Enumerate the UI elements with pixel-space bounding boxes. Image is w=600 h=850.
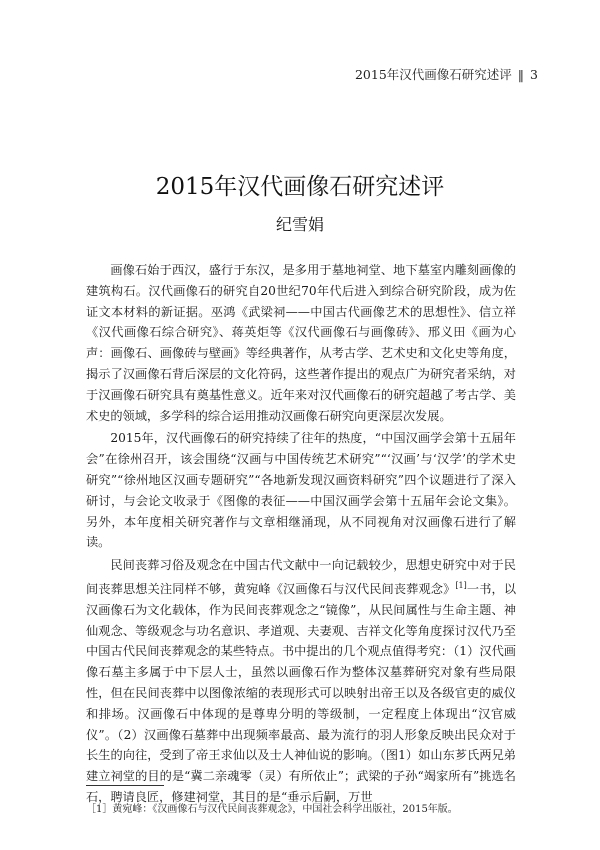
paragraph-2015-overview: 2015年，汉代画像石的研究持续了往年的热度，“中国汉画学会第十五届年会”在徐州召开，该会围绕“汉画与中国传统艺术研究”“‘汉画’与‘汉学’的学术史研究”“徐州地区汉画专题研究”“各地新发现汉画资料研究”四个议题进行了深入研讨，与会论文收录于《图像的表征——中国汉画学会第十五届年会论文集》。另外，本年度相关研究著作与文章相继涌现，从不同视角对汉画像石进行了解读。 xyxy=(86,431,516,550)
article-body xyxy=(86,260,516,810)
running-head-separator: ‖ xyxy=(517,67,525,82)
article-title: 2015年汉代画像石研究述评 xyxy=(155,174,445,200)
footnote: ［1］黄宛峰：《汉画像石与汉代民间丧葬观念》，中国社会科学出版社，2015年版。 xyxy=(86,804,458,815)
footnote-divider xyxy=(86,785,164,786)
paragraph-funeral-text-a: 民间丧葬习俗及观念在中国古代文献中一向记载较少，思想史研究中对于民间丧葬思想关注同样不够，黄宛峰《汉画像石与汉代民间丧葬观念》 xyxy=(86,558,516,597)
paragraph-funeral-text-b: 一书，以汉画像石为文化载体，作为民间丧葬观念之“镜像”，从民间属性与生命主题、神仙观念、等级观念与功名意识、孝道观、夫妻观、吉祥文化等角度探讨汉代乃至中国古代民间丧葬观念的某些特点。书中提出的几个观点值得考究：（1）汉代画像石墓主多属于中下层人士，虽然以画像石作为整体汉墓葬研究对象有些局限性，但在民间丧葬中以图像浓缩的表现形式可以映射出帝王以及各级官吏的威仪和排场。汉画像石中体现的是尊卑分明的等级制，一定程度上体现出“汉官威仪”。（2）汉画像石墓葬中出现频率最高、最为流行的羽人形象反映出民众对于长生的向往，受到了帝王求仙以及士人神仙说的影响。（图1）如山东芗氏两兄弟建立祠堂的目的是“冀二亲魂零（灵）有所依止”；武梁的子孙“竭家所有”挑选名石，聘请良匠，修建祠堂，其目的是“垂示后嗣，万世 xyxy=(86,582,517,804)
footnote-reference[interactable]: [1] xyxy=(455,580,467,590)
running-head-title: 2015年汉代画像石研究述评 xyxy=(354,67,512,82)
paragraph-funeral-concepts xyxy=(86,555,516,808)
running-head xyxy=(355,65,538,83)
page-number: 3 xyxy=(530,67,538,82)
paragraph-intro: 画像石始于西汉，盛行于东汉，是多用于墓地祠堂、地下墓室内雕刻画像的建筑构石。汉代画像石的研究自20世纪70年代后进入到综合研究阶段，成为佐证文本材料的新证据。巫鸿《武梁祠——中国古代画像艺术的思想性》、信立祥《汉代画像石综合研究》、蒋英炬等《汉代画像石与画像砖》、邢义田《画为心声：画像石、画像砖与壁画》等经典著作，从考古学、艺术史和文化史等角度，揭示了汉画像石背后深层的文化符码，这些著作提出的观点广为研究者采纳，对于汉画像石研究具有奠基性意义。近年来对汉代画像石的研究超越了考古学、美术史的领域，多学科的综合运用推动汉画像石研究向更深层次发展。 xyxy=(86,263,516,423)
article-author: 纪雪娟 xyxy=(275,215,324,234)
